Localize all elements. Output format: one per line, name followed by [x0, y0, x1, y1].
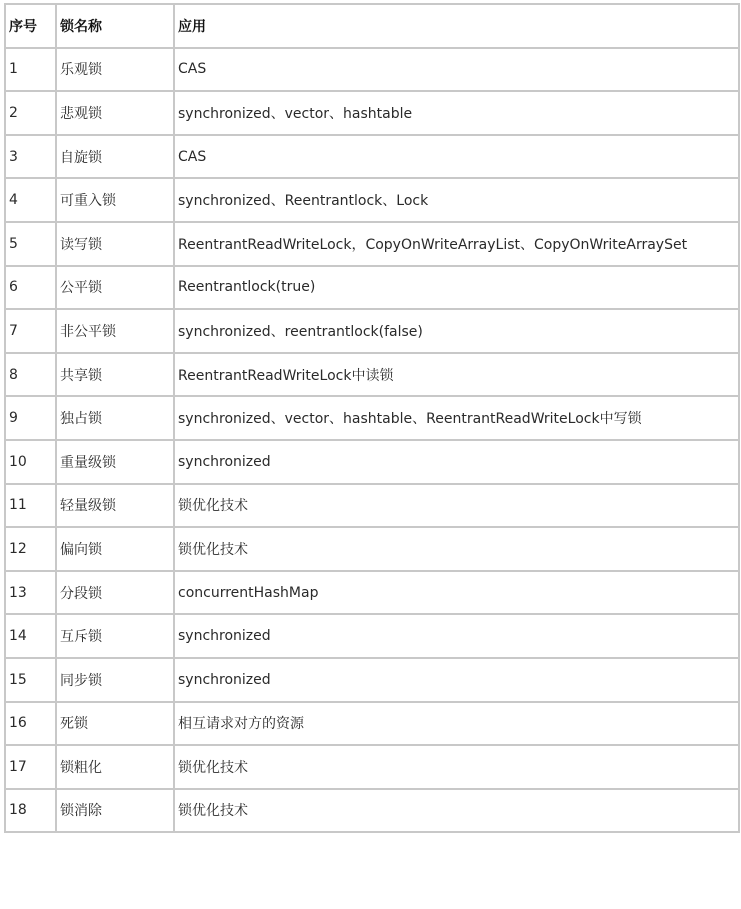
cell-lock-name: 偏向锁: [56, 527, 174, 571]
cell-number: 16: [5, 702, 56, 746]
cell-application: synchronized: [174, 614, 739, 658]
cell-application: 锁优化技术: [174, 484, 739, 528]
table-row: [5, 614, 739, 658]
table-row: [5, 789, 739, 833]
cell-lock-name: 乐观锁: [56, 48, 174, 92]
cell-application: concurrentHashMap: [174, 571, 739, 615]
cell-lock-name: 锁粗化: [56, 745, 174, 789]
cell-lock-name: 锁消除: [56, 789, 174, 833]
lock-types-table-container: [4, 3, 738, 833]
table-row: [5, 91, 739, 135]
header-application: 应用: [174, 4, 739, 48]
cell-application: synchronized、Reentrantlock、Lock: [174, 178, 739, 222]
table-row: [5, 48, 739, 92]
cell-application: 锁优化技术: [174, 745, 739, 789]
table-row: [5, 702, 739, 746]
cell-number: 13: [5, 571, 56, 615]
table-row: [5, 527, 739, 571]
table-header-row: [5, 4, 739, 48]
cell-lock-name: 死锁: [56, 702, 174, 746]
table-row: [5, 571, 739, 615]
cell-application: synchronized、reentrantlock(false): [174, 309, 739, 353]
cell-lock-name: 共享锁: [56, 353, 174, 397]
cell-number: 7: [5, 309, 56, 353]
table-body: [5, 48, 739, 833]
table-row: [5, 396, 739, 440]
cell-number: 11: [5, 484, 56, 528]
cell-application: synchronized: [174, 440, 739, 484]
header-lock-name: 锁名称: [56, 4, 174, 48]
table-row: [5, 178, 739, 222]
table-row: [5, 309, 739, 353]
table-header: [5, 4, 739, 48]
table-row: [5, 135, 739, 179]
cell-number: 6: [5, 266, 56, 310]
cell-application: Reentrantlock(true): [174, 266, 739, 310]
header-number: 序号: [5, 4, 56, 48]
cell-number: 9: [5, 396, 56, 440]
table-row: [5, 353, 739, 397]
cell-lock-name: 互斥锁: [56, 614, 174, 658]
cell-application: CAS: [174, 135, 739, 179]
cell-application: synchronized、vector、hashtable、ReentrantReadWriteLock中写锁: [174, 396, 739, 440]
table-row: [5, 222, 739, 266]
table-row: [5, 266, 739, 310]
cell-number: 10: [5, 440, 56, 484]
cell-number: 5: [5, 222, 56, 266]
cell-number: 12: [5, 527, 56, 571]
cell-lock-name: 悲观锁: [56, 91, 174, 135]
cell-lock-name: 轻量级锁: [56, 484, 174, 528]
cell-application: 锁优化技术: [174, 789, 739, 833]
cell-lock-name: 自旋锁: [56, 135, 174, 179]
cell-lock-name: 重量级锁: [56, 440, 174, 484]
cell-number: 15: [5, 658, 56, 702]
table-row: [5, 745, 739, 789]
cell-lock-name: 分段锁: [56, 571, 174, 615]
cell-number: 4: [5, 178, 56, 222]
cell-application: ReentrantReadWriteLock中读锁: [174, 353, 739, 397]
cell-number: 8: [5, 353, 56, 397]
lock-types-table: [4, 3, 740, 833]
cell-application: 锁优化技术: [174, 527, 739, 571]
cell-lock-name: 独占锁: [56, 396, 174, 440]
cell-number: 1: [5, 48, 56, 92]
cell-lock-name: 公平锁: [56, 266, 174, 310]
cell-number: 18: [5, 789, 56, 833]
table-row: [5, 484, 739, 528]
cell-number: 14: [5, 614, 56, 658]
cell-application: synchronized、vector、hashtable: [174, 91, 739, 135]
cell-application: CAS: [174, 48, 739, 92]
cell-application: 相互请求对方的资源: [174, 702, 739, 746]
cell-application: synchronized: [174, 658, 739, 702]
cell-number: 3: [5, 135, 56, 179]
cell-application: ReentrantReadWriteLock，CopyOnWriteArrayList、CopyOnWriteArraySet: [174, 222, 739, 266]
cell-number: 17: [5, 745, 56, 789]
cell-lock-name: 可重入锁: [56, 178, 174, 222]
table-row: [5, 440, 739, 484]
cell-lock-name: 读写锁: [56, 222, 174, 266]
cell-lock-name: 非公平锁: [56, 309, 174, 353]
cell-number: 2: [5, 91, 56, 135]
cell-lock-name: 同步锁: [56, 658, 174, 702]
table-row: [5, 658, 739, 702]
